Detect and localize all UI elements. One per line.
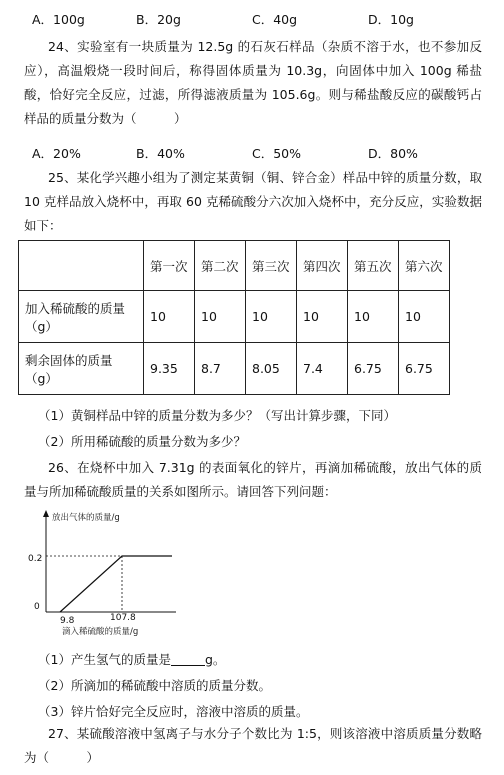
q23-option-c: C．40g	[252, 12, 298, 27]
table-cell: 6.75	[399, 343, 450, 395]
q26-sub2: （2）所滴加的稀硫酸中溶质的质量分数。	[38, 678, 271, 693]
q24-option-d: D．80%	[368, 146, 418, 161]
q27-text: 27、某硫酸溶液中氢离子与水分子个数比为 1:5，则该溶液中溶质质量分数略为（ ）	[24, 726, 482, 765]
table-row	[19, 343, 450, 395]
table-cell: 10	[246, 291, 297, 343]
table-cell: 7.4	[297, 343, 348, 395]
q24-text: 24、实验室有一块质量为 12.5g 的石灰石样品（杂质不溶于水，也不参加反应），高温煅烧一段时间后，称得固体质量为 10.3g，向固体中加入 100g 稀盐酸，恰好完全反应，过滤，所得滤液质量为 105.6g。则与稀盐酸反应的碳酸钙占样品的质量分数为（ ）	[24, 39, 482, 126]
x-tick-label: 9.8	[60, 616, 75, 626]
x-tick-label: 107.8	[110, 613, 136, 623]
table-row	[19, 291, 450, 343]
table-cell: 10	[297, 291, 348, 343]
answer-blank[interactable]	[171, 653, 205, 666]
table-header-cell: 第三次	[246, 241, 297, 291]
table-cell: 8.7	[195, 343, 246, 395]
table-header-cell: 第五次	[348, 241, 399, 291]
table-header-cell: 第四次	[297, 241, 348, 291]
y-tick-label: 0	[34, 602, 40, 612]
table-header-cell: 第二次	[195, 241, 246, 291]
q23-option-b: B．20g	[136, 12, 181, 27]
q25-sub1: （1）黄铜样品中锌的质量分数为多少？（写出计算步骤，下同）	[38, 408, 396, 423]
table-header-cell	[19, 241, 144, 291]
table-row-label: 加入稀硫酸的质量（g）	[19, 291, 144, 343]
table-cell: 10	[399, 291, 450, 343]
table-header-row	[19, 241, 450, 291]
q25-data-table	[18, 240, 450, 395]
y-axis-arrow-icon	[43, 510, 49, 517]
table-cell: 10	[195, 291, 246, 343]
q25-sub2: （2）所用稀硫酸的质量分数为多少？	[38, 434, 246, 449]
q26-sub1-unit: g。	[204, 652, 226, 667]
q25-text: 25、某化学兴趣小组为了测定某黄铜（铜、锌合金）样品中锌的质量分数，取 10 克样品放入烧杯中，再取 60 克稀硫酸分六次加入烧杯中，充分反应，实验数据如下：	[24, 170, 482, 233]
table-header-cell: 第六次	[399, 241, 450, 291]
q24-options	[32, 144, 492, 166]
q23-option-d: D．10g	[368, 12, 414, 27]
table-header-cell: 第一次	[144, 241, 195, 291]
table-cell: 8.05	[246, 343, 297, 395]
q24-option-a: A．20%	[32, 146, 81, 161]
q23-option-a: A．100g	[32, 12, 85, 27]
y-tick-label: 0.2	[28, 554, 43, 564]
q23-options	[32, 10, 492, 32]
q26-sub1-text: （1）产生氢气的质量是	[38, 652, 171, 667]
table-cell: 9.35	[144, 343, 195, 395]
x-axis-label: 滴入稀硫酸的质量/g	[62, 627, 139, 637]
y-axis-label: 放出气体的质量/g	[52, 513, 120, 523]
table-cell: 6.75	[348, 343, 399, 395]
q26-sub1	[38, 650, 225, 668]
series-line	[60, 556, 172, 612]
q26-sub3: （3）锌片恰好完全反应时，溶液中溶质的质量。	[38, 704, 309, 719]
q24-option-b: B．40%	[136, 146, 185, 161]
q24-option-c: C．50%	[252, 146, 302, 161]
table-cell: 10	[348, 291, 399, 343]
table-row-label: 剩余固体的质量（g）	[19, 343, 144, 395]
q26-chart	[18, 508, 208, 638]
q26-text: 26、在烧杯中加入 7.31g 的表面氧化的锌片，再滴加稀硫酸，放出气体的质量与所加稀硫酸质量的关系如图所示。请回答下列问题：	[24, 460, 482, 499]
table-cell: 10	[144, 291, 195, 343]
